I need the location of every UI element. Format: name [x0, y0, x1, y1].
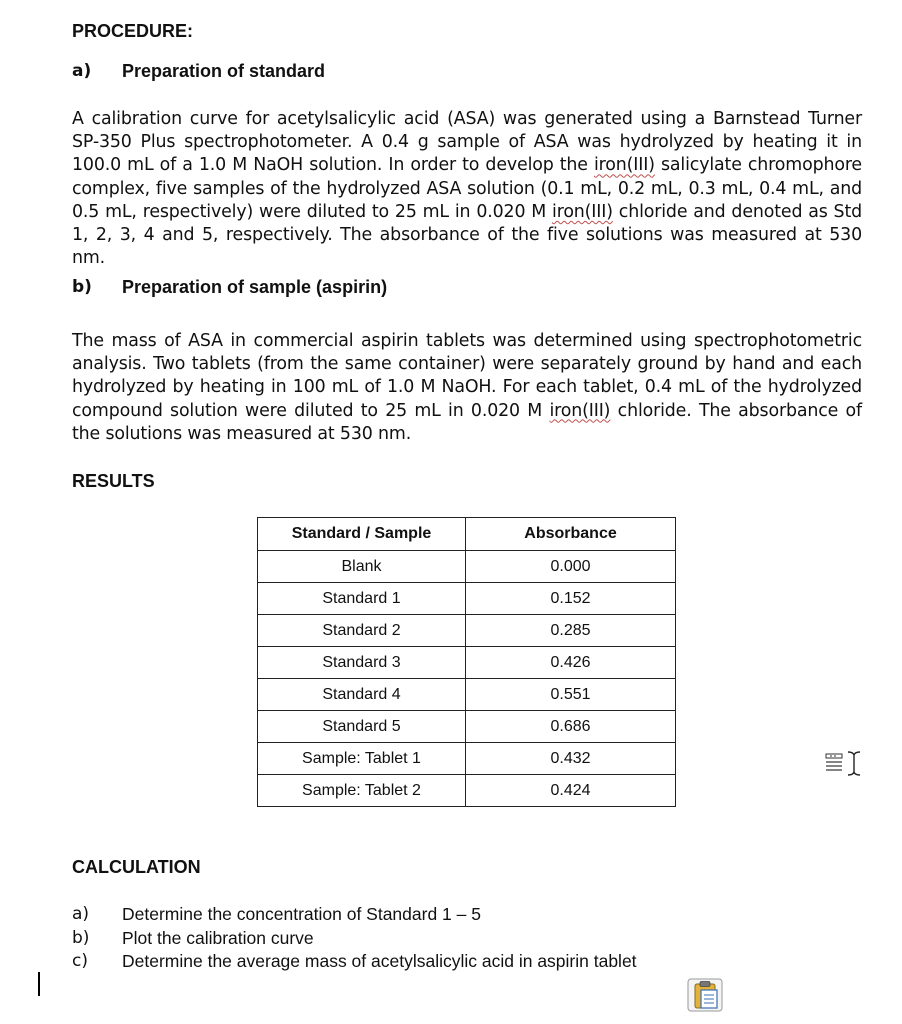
- table-cell: Standard 2: [258, 615, 466, 647]
- results-table: [257, 517, 676, 807]
- table-row: [258, 583, 676, 615]
- table-cell: Sample: Tablet 1: [258, 743, 466, 775]
- clipboard-icon[interactable]: [687, 978, 723, 1012]
- paragraph-text: A calibration curve for acetylsalicylic acid (ASA) was generated using a Barnstead Turner SP-350 Plus spectrophotometer. A 0.4 g sample of ASA was hydrolyzed by heating it in 100.0 mL of a 1.0 M NaOH solution. In order to develop the: [72, 109, 862, 176]
- table-row: [258, 775, 676, 807]
- table-cell: Standard 3: [258, 647, 466, 679]
- table-header-row: [258, 518, 676, 551]
- table-cell: 0.000: [466, 551, 676, 583]
- table-cell: 0.432: [466, 743, 676, 775]
- table-row: [258, 551, 676, 583]
- table-cell: 0.285: [466, 615, 676, 647]
- section-a-title: Preparation of standard: [122, 61, 326, 81]
- section-b-paragraph: [72, 330, 862, 446]
- paragraph-text: salicylate chromophore complex, five samples of the hydrolyzed ASA solution (0.1 mL, 0.2 mL, 0.3 mL, 0.4 mL, and 0.5 mL, respectively) were diluted to 25 mL in 0.020 M: [72, 155, 862, 222]
- table-cell: Standard 1: [258, 583, 466, 615]
- calc-item-marker: a): [72, 904, 90, 924]
- table-cell: 0.426: [466, 647, 676, 679]
- section-b-marker: b): [72, 277, 92, 297]
- table-row: [258, 743, 676, 775]
- table-row: [258, 647, 676, 679]
- table-cell: 0.551: [466, 679, 676, 711]
- calc-item-marker: b): [72, 928, 90, 948]
- table-cell: Blank: [258, 551, 466, 583]
- table-cell: Standard 4: [258, 679, 466, 711]
- table-cell: 0.424: [466, 775, 676, 807]
- table-row: [258, 615, 676, 647]
- table-cell: 0.686: [466, 711, 676, 743]
- table-row: [258, 679, 676, 711]
- text-caret: [38, 972, 40, 996]
- results-heading: RESULTS: [72, 471, 155, 491]
- calc-item-marker: c): [72, 951, 88, 971]
- table-row: [258, 711, 676, 743]
- section-a-paragraph: [72, 108, 862, 270]
- section-a-marker: a): [72, 61, 92, 81]
- paragraph-text: The mass of ASA in commercial aspirin tablets was determined using spectrophotometric analysis. Two tablets (from the same container) were separately ground by hand and each hydrolyzed by heating in 100 mL of 1.0 M NaOH. For each tablet, 0.4 mL of the hydrolyzed compound solution were diluted to 25 mL in 0.020 M: [72, 331, 862, 421]
- calculation-heading: CALCULATION: [72, 857, 201, 877]
- spellcheck-word[interactable]: iron(III): [594, 155, 655, 176]
- column-header: Absorbance: [466, 518, 676, 551]
- text-cursor-icon: [822, 750, 866, 778]
- paragraph-text: chloride and denoted as Std 1, 2, 3, 4 and 5, respectively. The absorbance of the five solutions was measured at 530 nm.: [72, 201, 862, 269]
- calc-item-text: Plot the calibration curve: [122, 928, 314, 948]
- paragraph-text: chloride. The absorbance of the solutions was measured at 530 nm.: [72, 400, 862, 444]
- column-header: Standard / Sample: [258, 518, 466, 551]
- table-cell: Standard 5: [258, 711, 466, 743]
- table-cell: 0.152: [466, 583, 676, 615]
- section-b-title: Preparation of sample (aspirin): [122, 277, 388, 297]
- procedure-heading: PROCEDURE:: [72, 21, 194, 41]
- calc-item-text: Determine the average mass of acetylsalicylic acid in aspirin tablet: [122, 951, 637, 971]
- table-cell: Sample: Tablet 2: [258, 775, 466, 807]
- spellcheck-word[interactable]: iron(III): [549, 400, 611, 421]
- calc-item-text: Determine the concentration of Standard 1 – 5: [122, 904, 481, 924]
- spellcheck-word[interactable]: iron(III): [552, 201, 613, 222]
